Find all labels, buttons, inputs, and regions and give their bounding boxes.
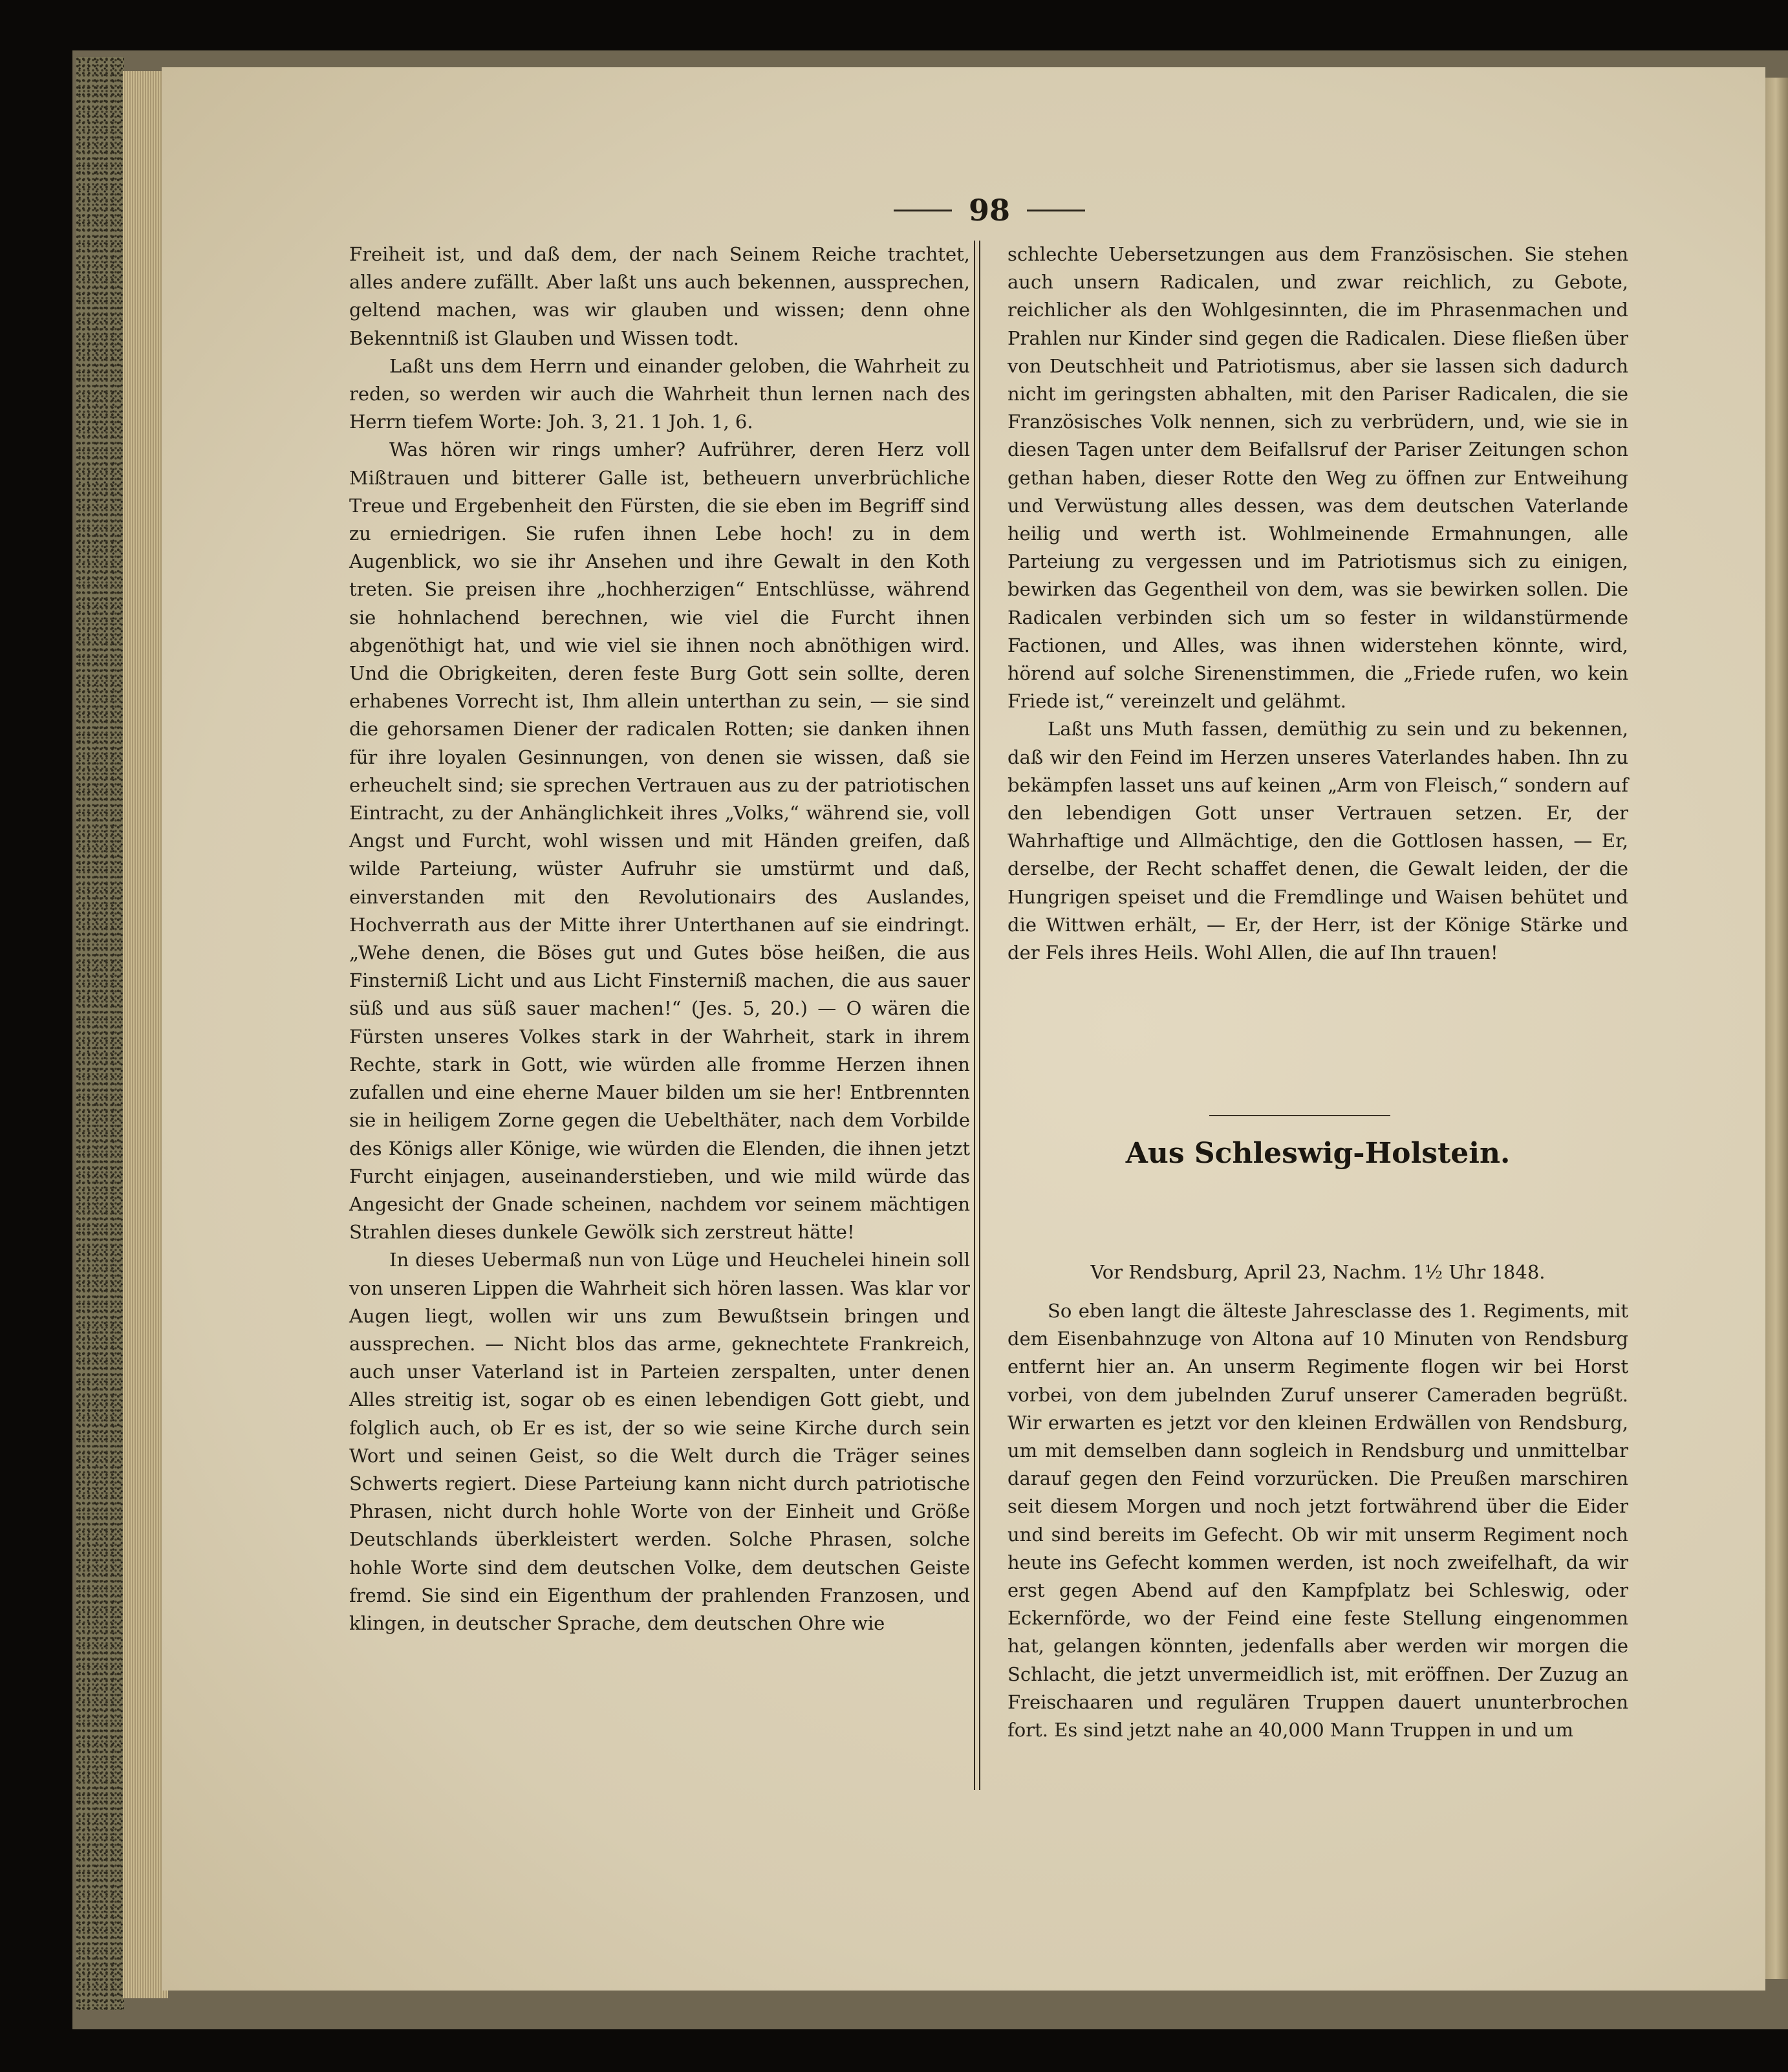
page-header (854, 191, 1125, 230)
section-body (1007, 1297, 1628, 1744)
left-paragraph-2: Laßt uns dem Herrn und einander geloben, die Wahrheit zu reden, so werden wir auch die Wahrheit thun lernen nach des Herrn tiefem Worte: Joh. 3, 21. 1 Joh. 1, 6. (349, 354, 970, 433)
header-rule-left (894, 210, 952, 211)
section-body-paragraph: So eben langt die älteste Jahresclasse des 1. Regiments, mit dem Eisenbahnzuge von Altona auf 10 Minuten von Rendsburg entfernt hier an. An unserm Regimente flogen wir bei Horst vorbei, von dem jubelnden Zuruf unserer Cameraden begrüßt. Wir erwarten es jetzt vor den kleinen Erdwällen von Rendsburg, um mit demselben dann sogleich in Rendsburg und unmittelbar darauf gegen den Feind vorzurücken. Die Preußen marschiren seit diesem Morgen und noch jetzt fortwährend über die Eider und sind bereits im Gefecht. Ob wir mit unserm Regiment noch heute ins Gefecht kommen werden, ist noch zweifelhaft, da wir erst gegen Abend auf den Kampfplatz bei Schleswig, oder Eckernförde, wo der Feind eine feste Stellung eingenommen hat, gelangen könnten, jedenfalls aber werden wir morgen die Schlacht, die jetzt unvermeidlich ist, mit eröffnen. Der Zuzug an Freischaaren und regulären Truppen dauert ununterbrochen fort. Es sind jetzt nahe an 40,000 Mann Truppen in und um (1007, 1300, 1628, 1742)
page-number: 98 (968, 193, 1010, 228)
section-separator-rule (1209, 1115, 1390, 1116)
left-paragraph-1: Freiheit ist, und daß dem, der nach Seinem Reiche trachtet, alles andere zufällt. Aber laßt uns auch bekennen, aussprechen, geltend machen, was wir glauben und wissen; denn ohne Bekenntniß ist Glauben und Wissen todt. (349, 243, 970, 349)
section-dateline: Vor Rendsburg, April 23, Nachm. 1½ Uhr 1848. (1090, 1261, 1546, 1283)
left-paragraph-3: Was hören wir rings umher? Aufrührer, deren Herz voll Mißtrauen und bitterer Galle ist, betheuern unverbrüchliche Treue und Ergebenheit den Fürsten, die sie eben im Begriff sind zu erniedrigen. Sie rufen ihnen Lebe hoch! zu in dem Augenblick, wo sie ihr Ansehen und ihre Gewalt in den Koth treten. Sie preisen ihre „hochherzigen“ Entschlüsse, während sie hohnlachend berechnen, wie viel die Furcht ihnen abgenöthigt hat, und wie viel sie ihnen noch abnöthigen wird. Und die Obrigkeiten, deren feste Burg Gott sein sollte, deren erhabenes Vorrecht ist, Ihm allein unterthan zu sein, — sie sind die gehorsamen Diener der radicalen Rotten; sie danken ihnen für ihre loyalen Gesinnungen, von denen sie wissen, daß sie erheuchelt sind; sie sprechen Vertrauen aus zu der patriotischen Eintracht, zu der Anhänglichkeit ihres „Volks,“ während sie, voll Angst und Furcht, wohl wissen und mit Händen greifen, daß wilde Parteiung, wüster Aufruhr sie umstürmt und daß, einverstanden mit den Revolutionairs des Auslandes, Hochverrath aus der Mitte ihrer Unterthanen auf sie eindringt. „Wehe denen, die Böses gut und Gutes böse heißen, die aus Finsterniß Licht und aus Licht Finsterniß machen, die aus sauer süß und aus süß sauer machen!“ (Jes. 5, 20.) — O wären die Fürsten unseres Volkes stark in der Wahrheit, stark in ihrem Rechte, stark in Gott, wie würden alle fromme Herzen ihnen zufallen und eine eherne Mauer bilden um sie her! Entbrennten sie in heiligem Zorne gegen die Uebelthäter, nach dem Vorbilde des Königs aller Könige, wie würden die Elenden, die ihnen jetzt Furcht einjagen, auseinanderstieben, und wie mild würde das Angesicht der Gnade scheinen, nachdem vor seinem mächtigen Strahlen dieses dunkele Gewölk sich zerstreut hätte! (349, 438, 970, 1244)
right-paragraph-2: Laßt uns Muth fassen, demüthig zu sein und zu bekennen, daß wir den Feind im Herzen unseres Vaterlandes haben. Ihn zu bekämpfen lasset uns auf keinen „Arm von Fleisch,“ sondern auf den lebendigen Gott unser Vertrauen setzen. Er, der Wahrhaftige und Allmächtige, den die Gottlosen hassen, — Er, derselbe, der Recht schaffet denen, die Gewalt leiden, der die Hungrigen speiset und die Fremdlinge und Waisen behütet und die Wittwen erhält, — Er, der Herr, ist der Könige Stärke und der Fels ihres Heils. Wohl Allen, die auf Ihn trauen! (1007, 718, 1628, 964)
header-rule-right (1027, 210, 1085, 211)
right-column (1007, 241, 1628, 967)
left-column (349, 241, 970, 1637)
right-paragraph-1: schlechte Uebersetzungen aus dem Französischen. Sie stehen auch unsern Radicalen, und zwar reichlich, zu Gebote, reichlicher als den Wohlgesinnten, die im Phrasenmachen und Prahlen nur Kinder sind gegen die Radicalen. Diese fließen über von Deutschheit und Patriotismus, aber sie lassen sich dadurch nicht im geringsten abhalten, mit den Pariser Radicalen, die sie Französisches Volk nennen, sich zu verbrüdern, und, wie sie in diesen Tagen unter dem Beifallsruf der Pariser Zeitungen schon gethan haben, dieser Rotte den Weg zu öffnen zur Entweihung und Verwüstung alles dessen, was dem deutschen Vaterlande heilig und werth ist. Wohlmeinende Ermahnungen, alle Parteiung zu vergessen und im Patriotismus sich zu einigen, bewirken das Gegentheil von dem, was sie bewirken sollen. Die Radicalen verbinden sich um so fester in wildanstürmende Factionen, und Alles, was ihnen widerstehen könnte, wird, hörend auf solche Sirenenstimmen, die „Friede rufen, wo kein Friede ist,“ vereinzelt und gelähmt. (1007, 243, 1628, 713)
left-paragraph-4: In dieses Uebermaß nun von Lüge und Heuchelei hinein soll von unseren Lippen die Wahrheit sich hören lassen. Was klar vor Augen liegt, wollen wir uns zum Bewußtsein bringen und aussprechen. — Nicht blos das arme, geknechtete Frankreich, auch unser Vaterland ist in Parteien zerspalten, unter denen Alles streitig ist, sogar ob es einen lebendigen Gott giebt, und folglich auch, ob Er es ist, der so wie seine Kirche durch sein Wort und seinen Geist, so die Welt durch die Träger seines Schwerts regiert. Diese Parteiung kann nicht durch patriotische Phrasen, nicht durch hohle Worte von der Einheit und Größe Deutschlands überkleistert werden. Solche Phrasen, solche hohle Worte sind dem deutschen Volke, dem deutschen Geiste fremd. Sie sind ein Eigenthum der prahlenden Franzosen, und klingen, in deutscher Sprache, dem deutschen Ohre wie (349, 1249, 970, 1634)
section-title: Aus Schleswig-Holstein. (1125, 1137, 1511, 1170)
column-divider (974, 241, 980, 1790)
marbled-edge (76, 57, 124, 2010)
